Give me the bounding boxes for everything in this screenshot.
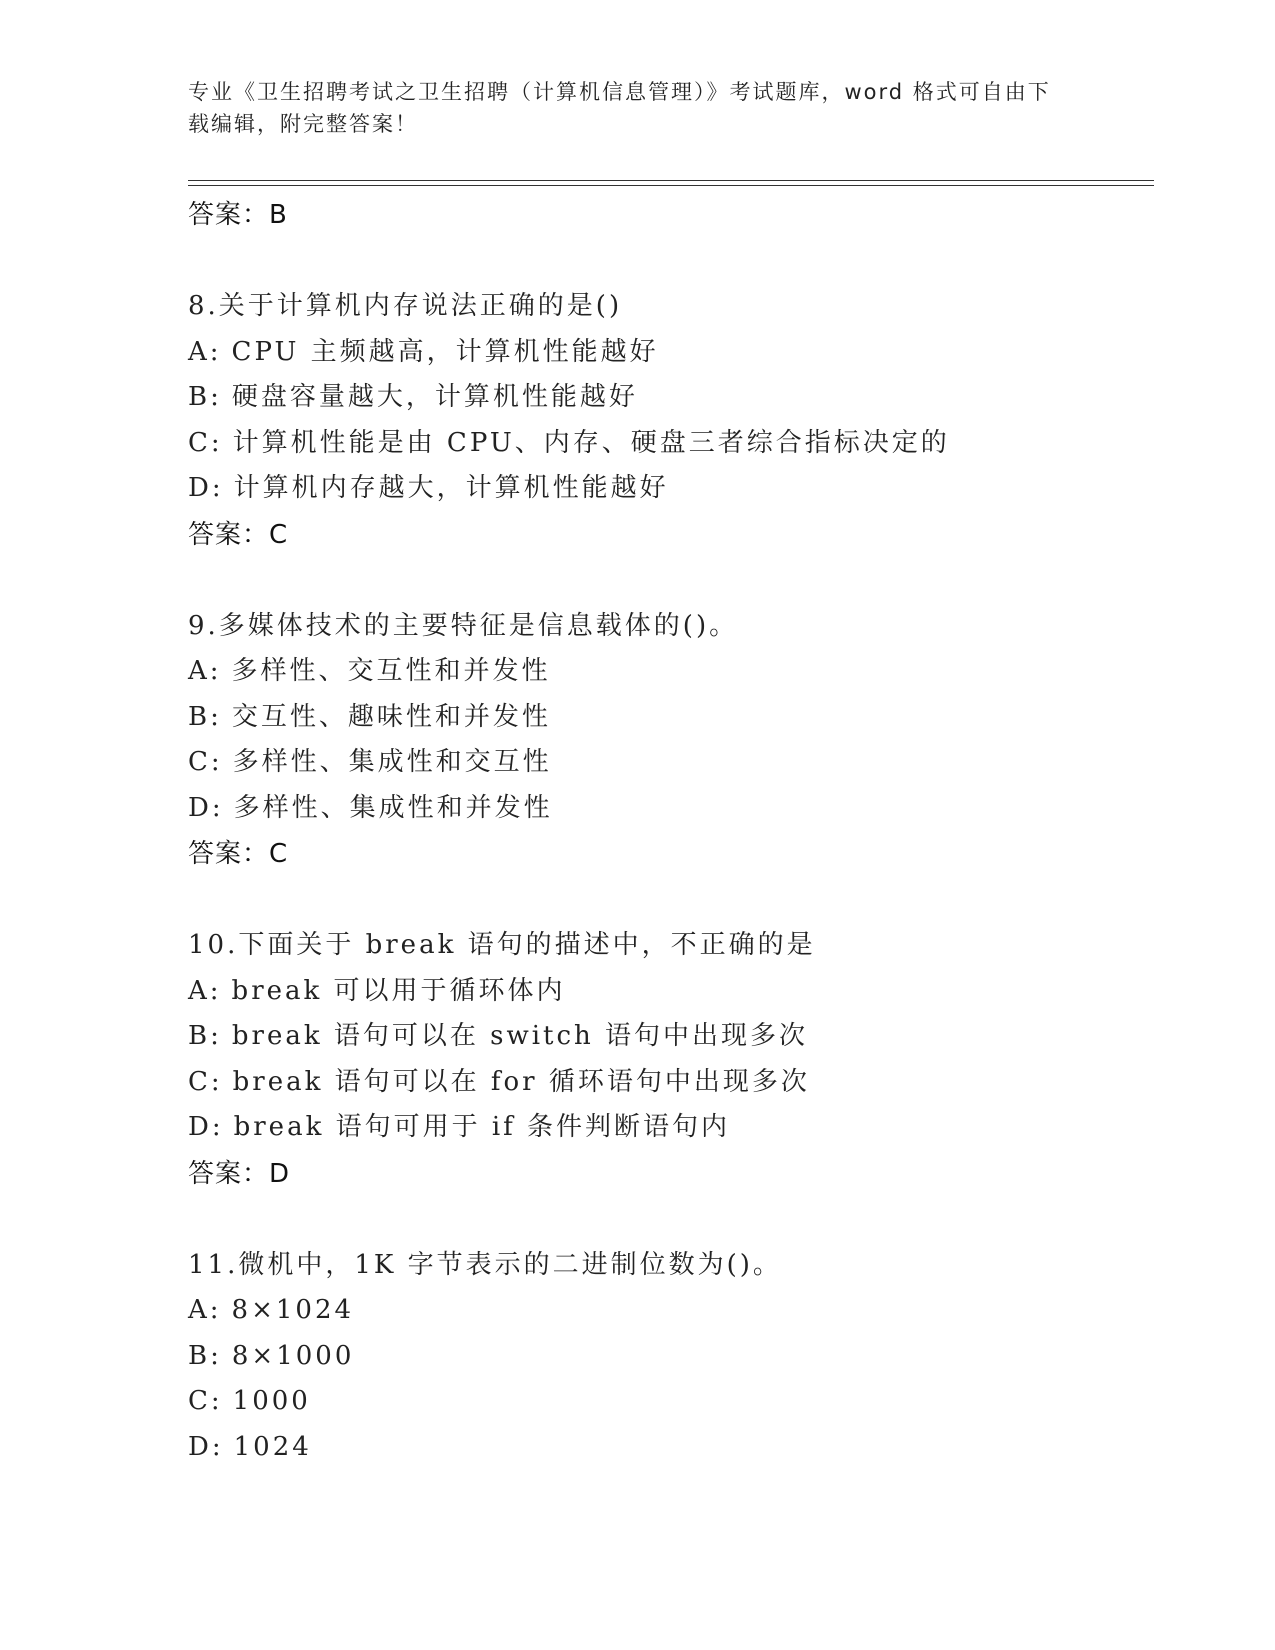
option-prefix: D:	[188, 473, 224, 503]
option-text: 交互性、趣味性和并发性	[231, 701, 551, 732]
option-a	[188, 1288, 1154, 1334]
option-b	[188, 375, 1154, 421]
question-11	[188, 1243, 1154, 1471]
question-9	[188, 604, 1154, 878]
option-prefix: C:	[188, 747, 223, 777]
option-a	[188, 330, 1154, 376]
option-text: 8×1024	[231, 1295, 355, 1325]
option-text: break 语句可用于 if 条件判断语句内	[233, 1112, 731, 1142]
option-prefix: A:	[188, 336, 222, 367]
question-answer: 答案：C	[188, 519, 289, 550]
option-text: 1024	[233, 1431, 312, 1462]
option-d	[188, 466, 1154, 512]
option-b	[188, 1334, 1154, 1380]
option-c	[188, 1060, 1154, 1106]
option-prefix: A:	[188, 1295, 222, 1325]
question-title: 8.关于计算机内存说法正确的是()	[188, 291, 623, 321]
question-8	[188, 284, 1154, 558]
option-prefix: C:	[188, 1066, 223, 1097]
option-a	[188, 649, 1154, 695]
previous-answer: 答案：B	[188, 200, 288, 230]
question-title: 9.多媒体技术的主要特征是信息载体的()。	[188, 610, 739, 641]
option-prefix: B:	[188, 701, 222, 732]
question-title: 10.下面关于 break 语句的描述中，不正确的是	[188, 930, 816, 960]
option-b	[188, 695, 1154, 741]
option-prefix: B:	[188, 1340, 222, 1371]
option-a	[188, 969, 1154, 1015]
option-c	[188, 740, 1154, 786]
header-divider	[188, 180, 1154, 186]
question-answer: 答案：C	[188, 839, 289, 869]
option-text: 计算机性能是由 CPU、内存、硬盘三者综合指标决定的	[232, 427, 950, 458]
option-prefix: B:	[188, 1021, 222, 1051]
document-header: 专业《卫生招聘考试之卫生招聘（计算机信息管理）》考试题库，word 格式可自由下载编辑，附完整答案！	[188, 80, 1051, 136]
option-text: break 语句可以在 for 循环语句中出现多次	[232, 1066, 810, 1097]
question-10	[188, 923, 1154, 1197]
option-prefix: A:	[188, 656, 222, 686]
option-text: 硬盘容量越大，计算机性能越好	[231, 382, 638, 412]
option-text: 计算机内存越大，计算机性能越好	[233, 473, 669, 503]
question-answer: 答案：D	[188, 1158, 291, 1189]
option-prefix: B:	[188, 382, 222, 412]
option-text: break 可以用于循环体内	[231, 975, 566, 1006]
option-prefix: D:	[188, 792, 224, 823]
option-text: CPU 主频越高，计算机性能越好	[231, 336, 659, 367]
option-d	[188, 786, 1154, 832]
option-d	[188, 1425, 1154, 1471]
option-c	[188, 1379, 1154, 1425]
option-text: break 语句可以在 switch 语句中出现多次	[231, 1021, 809, 1051]
option-prefix: C:	[188, 427, 223, 458]
option-text: 多样性、集成性和并发性	[233, 792, 553, 823]
option-d	[188, 1105, 1154, 1151]
option-b	[188, 1014, 1154, 1060]
option-prefix: D:	[188, 1112, 224, 1142]
option-text: 多样性、交互性和并发性	[231, 656, 551, 686]
question-list	[188, 192, 1154, 1470]
option-c	[188, 421, 1154, 467]
option-prefix: D:	[188, 1431, 224, 1462]
option-text: 1000	[232, 1386, 311, 1416]
option-prefix: C:	[188, 1386, 223, 1416]
option-text: 8×1000	[231, 1340, 355, 1371]
option-prefix: A:	[188, 975, 222, 1006]
question-title: 11.微机中，1K 字节表示的二进制位数为()。	[188, 1249, 782, 1280]
option-text: 多样性、集成性和交互性	[232, 747, 552, 777]
